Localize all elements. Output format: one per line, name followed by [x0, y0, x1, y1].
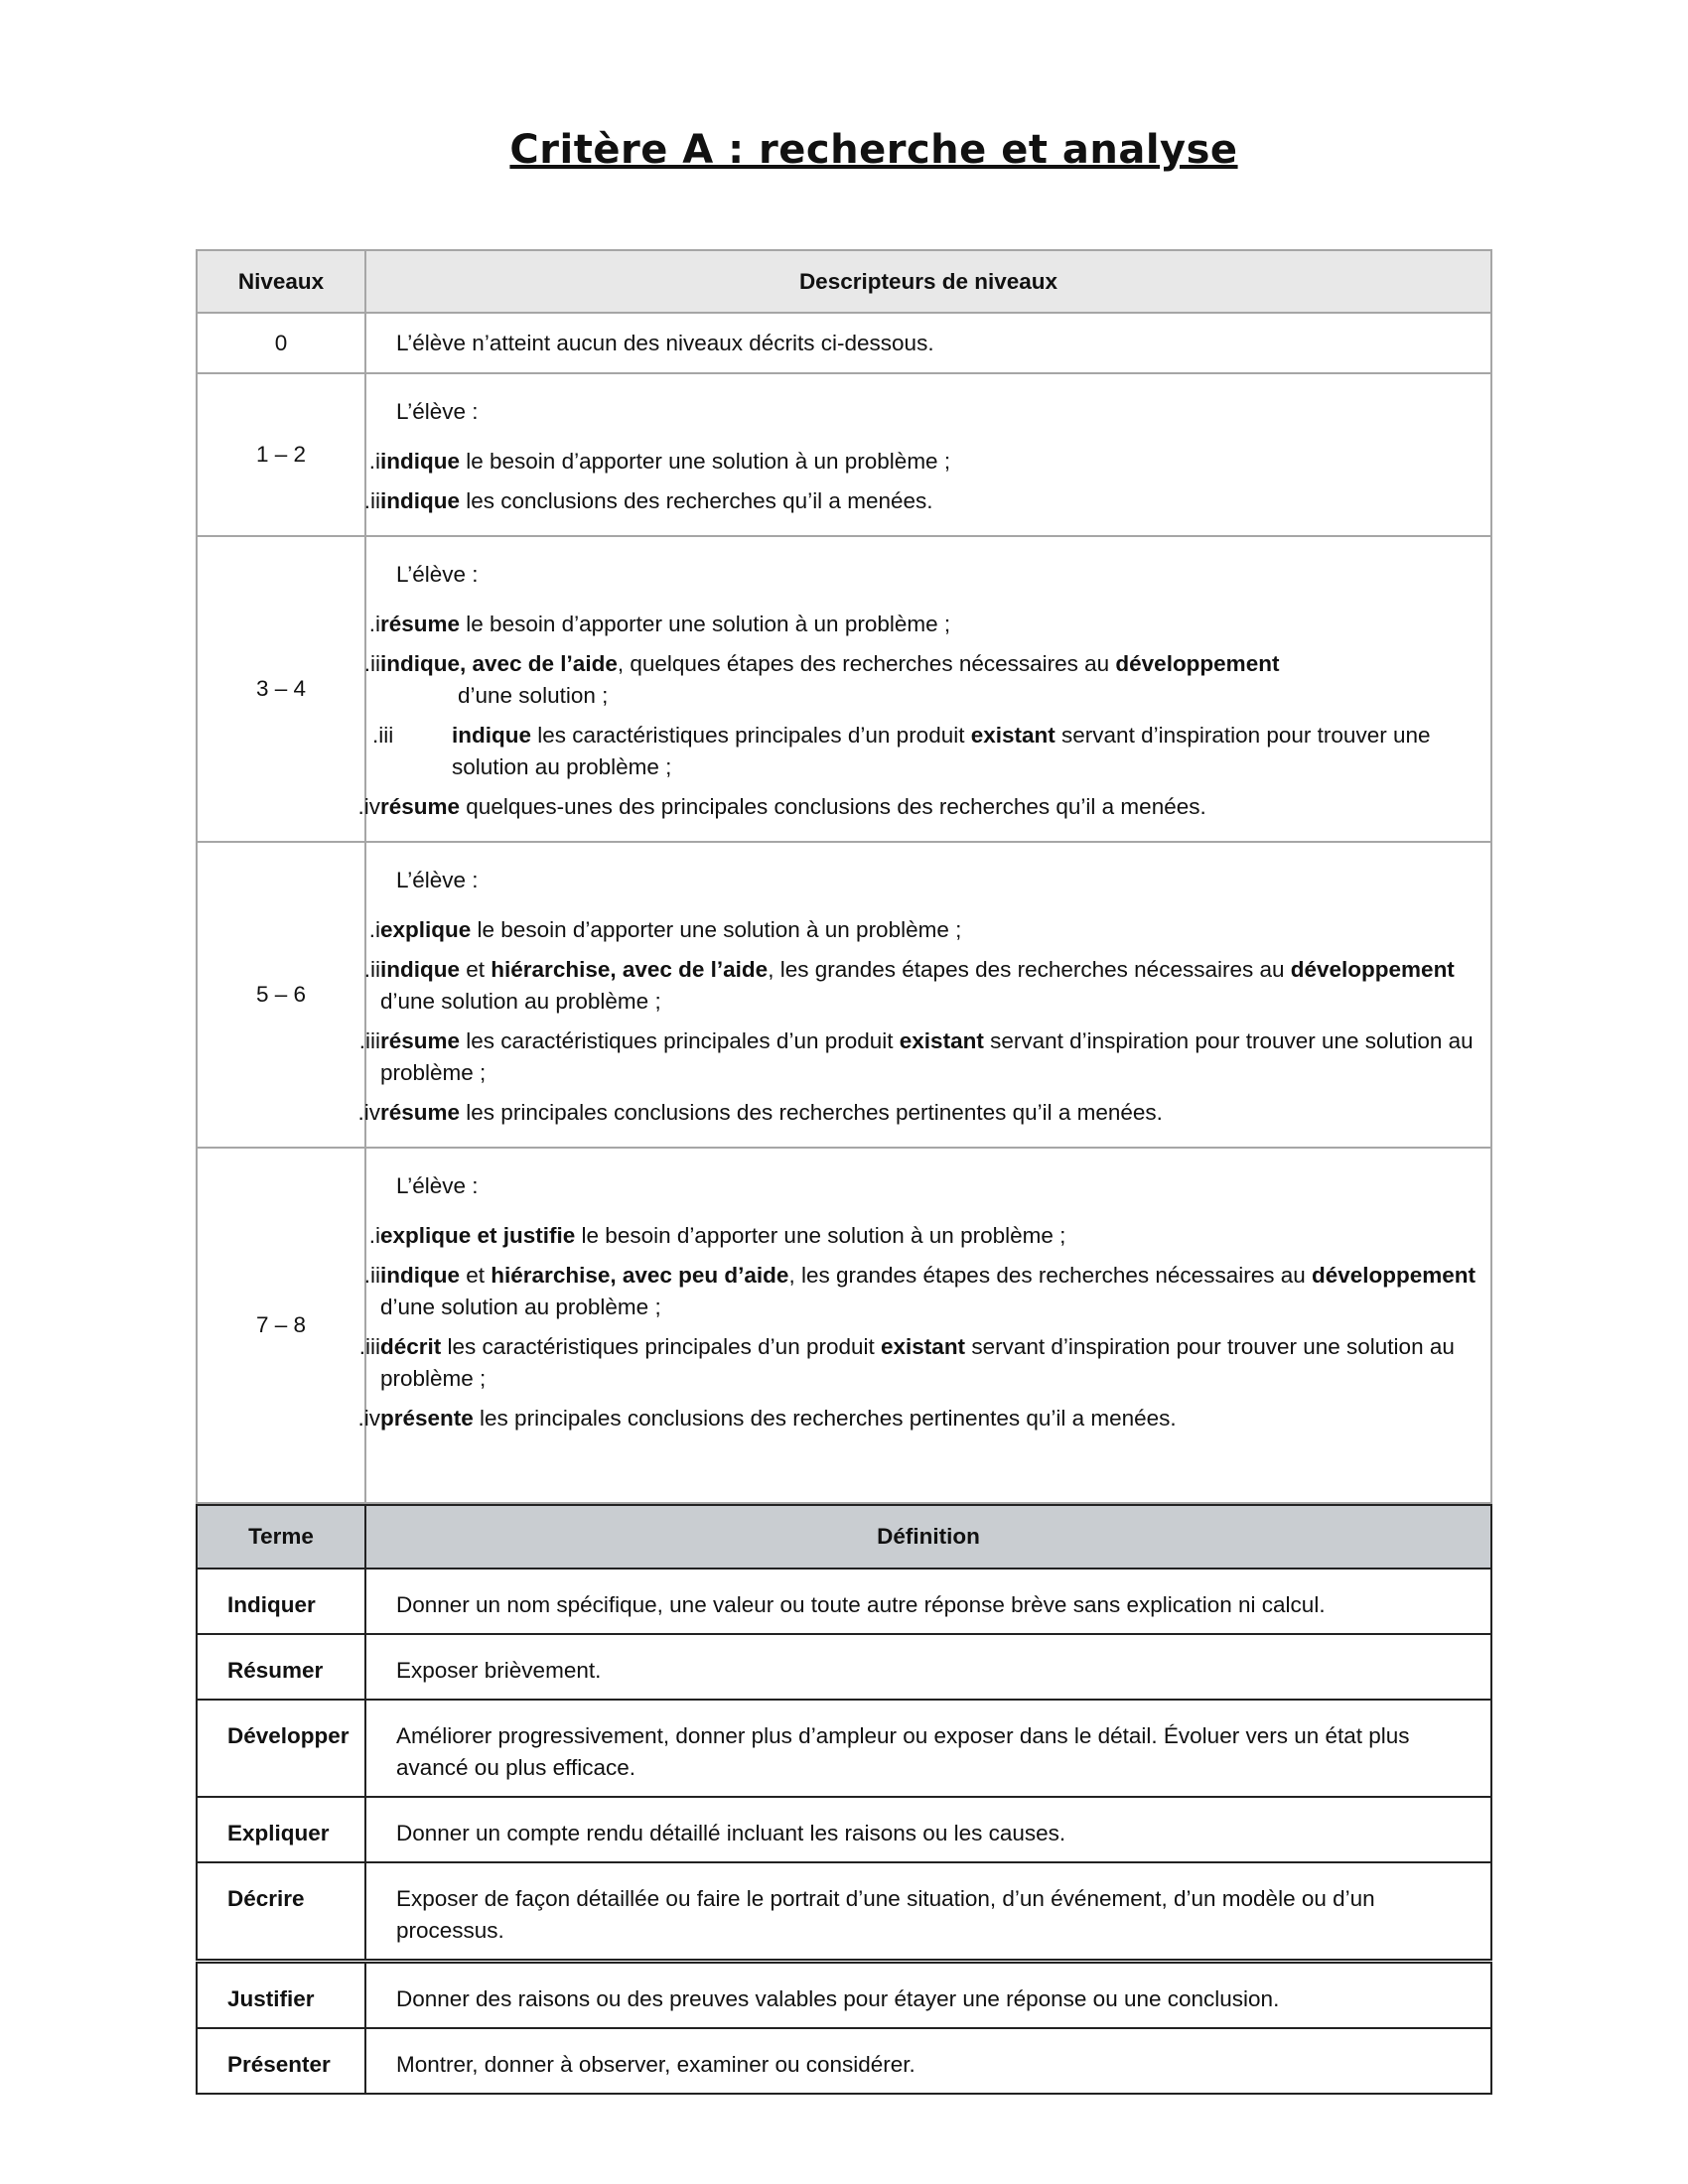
item-text: le besoin d’apporter une solution à un problème ; [575, 1223, 1066, 1248]
term-row [197, 1700, 1491, 1797]
item-text: d’une solution ; [458, 683, 609, 708]
term-definition: Améliorer progressivement, donner plus d’ampleur ou exposer dans le détail. Évoluer vers un état plus avancé ou plus efficace. [365, 1700, 1491, 1797]
item-keyword: explique et justifie [380, 1223, 576, 1248]
level-value: 7 – 8 [197, 1148, 365, 1503]
item-text: d’une solution au problème ; [380, 989, 661, 1014]
level-value: 3 – 4 [197, 536, 365, 842]
terms-header-row [197, 1505, 1491, 1569]
term-row [197, 2028, 1491, 2094]
level-row-0 [197, 313, 1491, 373]
item-keyword: indique, avec de l’aide [380, 651, 618, 676]
item-number: iv. [357, 794, 380, 819]
item-keyword: résume [380, 612, 461, 636]
descriptor-item [363, 485, 1490, 517]
descriptor-item [363, 954, 1490, 1018]
item-text: servant d’inspiration pour trouver une solution au problème ; [380, 1028, 1474, 1085]
descriptor-intro: L’élève : [396, 868, 479, 892]
descriptor-text: L’élève n’atteint aucun des niveaux décrits ci-dessous. [396, 330, 934, 355]
item-keyword: hiérarchise, avec peu d’aide [491, 1263, 789, 1288]
term-row [197, 1962, 1491, 2029]
item-keyword: résume [380, 794, 461, 819]
item-keyword: existant [970, 723, 1055, 748]
term-definition: Exposer brièvement. [365, 1634, 1491, 1700]
term-row [197, 1569, 1491, 1634]
level-value: 1 – 2 [197, 373, 365, 536]
item-text: le besoin d’apporter une solution à un problème ; [460, 612, 951, 636]
level-row-5-6 [197, 842, 1491, 1148]
term-name: Résumer [197, 1634, 365, 1700]
item-text: le besoin d’apporter une solution à un problème ; [460, 449, 951, 474]
levels-table [196, 249, 1492, 1504]
descriptor-item [358, 1331, 1490, 1395]
level-descriptor [357, 842, 1491, 1148]
item-text: les caractéristiques principales d’un produit [441, 1334, 882, 1359]
item-text: quelques-unes des principales conclusions des recherches qu’il a menées. [460, 794, 1206, 819]
descriptor-item [358, 1025, 1490, 1089]
header-descriptors: Descripteurs de niveaux [365, 250, 1491, 313]
item-text: servant d’inspiration pour trouver une solution au problème ; [452, 723, 1431, 779]
header-term: Terme [197, 1505, 365, 1569]
term-name: Présenter [197, 2028, 365, 2094]
item-text: les conclusions des recherches qu’il a menées. [460, 488, 933, 513]
term-name: Indiquer [197, 1569, 365, 1634]
item-keyword: résume [380, 1028, 461, 1053]
level-descriptor [365, 313, 1491, 373]
term-definition: Donner des raisons ou des preuves valables pour étayer une réponse ou une conclusion. [365, 1962, 1491, 2029]
level-descriptor [365, 373, 1491, 536]
item-text: et [460, 1263, 492, 1288]
descriptor-intro: L’élève : [396, 399, 479, 424]
item-text: d’une solution au problème ; [380, 1295, 661, 1319]
item-keyword: existant [899, 1028, 984, 1053]
term-row [197, 1862, 1491, 1962]
term-row [197, 1634, 1491, 1700]
item-keyword: indique [380, 1263, 460, 1288]
term-definition: Donner un compte rendu détaillé incluant les raisons ou les causes. [365, 1797, 1491, 1862]
level-row-3-4 [197, 536, 1491, 842]
item-keyword: existant [881, 1334, 966, 1359]
descriptor-item [357, 1097, 1490, 1129]
item-number: iii. [358, 1028, 380, 1053]
descriptor-item [366, 609, 1490, 640]
item-number: ii. [363, 957, 380, 982]
level-row-7-8 [197, 1148, 1491, 1503]
descriptor-item [366, 446, 1490, 478]
item-number: ii. [363, 651, 380, 676]
levels-header-row [197, 250, 1491, 313]
level-row-1-2 [197, 373, 1491, 536]
header-levels: Niveaux [197, 250, 365, 313]
item-keyword: développement [1115, 651, 1280, 676]
term-name: Expliquer [197, 1797, 365, 1862]
item-keyword: hiérarchise, avec de l’aide [491, 957, 769, 982]
item-number: iv. [357, 1406, 380, 1431]
item-keyword: décrit [380, 1334, 442, 1359]
header-definition: Définition [365, 1505, 1491, 1569]
item-keyword: indique [380, 488, 460, 513]
term-name: Justifier [197, 1962, 365, 2029]
item-text: servant d’inspiration pour trouver une solution au problème ; [380, 1334, 1455, 1391]
item-text: les caractéristiques principales d’un produit [460, 1028, 900, 1053]
item-text: le besoin d’apporter une solution à un problème ; [471, 917, 962, 942]
term-name: Décrire [197, 1862, 365, 1962]
item-text: et [460, 957, 492, 982]
item-number: iii. [358, 1334, 380, 1359]
item-number: i. [368, 917, 380, 942]
rubric-container [196, 249, 1490, 2095]
level-value: 0 [197, 313, 365, 373]
item-number: iv. [357, 1100, 380, 1125]
item-number: i. [368, 1223, 380, 1248]
descriptor-item [363, 648, 1490, 712]
term-definition: Montrer, donner à observer, examiner ou considérer. [365, 2028, 1491, 2094]
item-number: ii. [363, 488, 380, 513]
term-definition: Exposer de façon détaillée ou faire le portrait d’une situation, d’un événement, d’un modèle ou d’un processus. [365, 1862, 1491, 1962]
item-keyword: explique [380, 917, 472, 942]
item-keyword: développement [1290, 957, 1455, 982]
item-text: , les grandes étapes des recherches nécessaires au [768, 957, 1291, 982]
term-name: Développer [197, 1700, 365, 1797]
item-keyword: présente [380, 1406, 474, 1431]
item-keyword: indique [380, 957, 460, 982]
item-number: iii. [372, 723, 394, 748]
descriptor-item [366, 914, 1490, 946]
item-keyword: résume [380, 1100, 461, 1125]
term-row [197, 1797, 1491, 1862]
item-text: , quelques étapes des recherches nécessaires au [617, 651, 1116, 676]
level-value: 5 – 6 [197, 842, 365, 1148]
item-number: ii. [363, 1263, 380, 1288]
item-text: les principales conclusions des recherches pertinentes qu’il a menées. [460, 1100, 1163, 1125]
item-number: i. [368, 612, 380, 636]
level-descriptor [357, 1148, 1491, 1503]
descriptor-intro: L’élève : [396, 1173, 479, 1198]
item-keyword: indique [380, 449, 460, 474]
term-definition: Donner un nom spécifique, une valeur ou toute autre réponse brève sans explication ni calcul. [365, 1569, 1491, 1634]
terms-table [196, 1504, 1492, 2095]
descriptor-item [366, 720, 1490, 783]
descriptor-item [357, 791, 1490, 823]
item-text: , les grandes étapes des recherches nécessaires au [788, 1263, 1312, 1288]
page-title: Critère A : recherche et analyse [509, 127, 1238, 173]
descriptor-intro: L’élève : [396, 562, 479, 587]
descriptor-item [366, 1220, 1490, 1252]
item-keyword: indique [452, 723, 531, 748]
descriptor-item [363, 1260, 1490, 1323]
descriptor-item [357, 1403, 1490, 1434]
level-descriptor [357, 536, 1491, 842]
item-number: i. [368, 449, 380, 474]
item-text: les caractéristiques principales d’un produit [531, 723, 971, 748]
item-text: les principales conclusions des recherches pertinentes qu’il a menées. [473, 1406, 1177, 1431]
item-keyword: développement [1312, 1263, 1477, 1288]
